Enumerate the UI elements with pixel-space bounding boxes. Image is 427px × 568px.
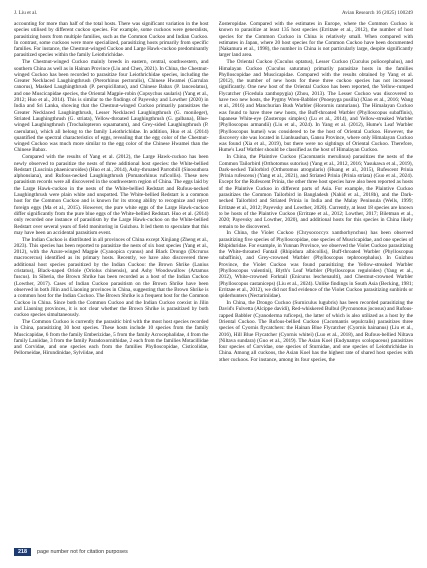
page-number: 218 <box>14 548 31 556</box>
paragraph: The Chestnut-winged Cuckoo mainly breeds in eastern, central, southwestern, and southern China as well as in Hainan Province (Liu and Chen, 2021). In China, the Chestnut-winged Cuckoo has been recorded to parasitize four Leiothrichidae species, including the Greater Necklaced Laughingthrush (Pterorhinus pectoralis), Chinese Hwamei (Garrulax canorus), Masked Laughingthrush (P. perspicillatus), and Chinese Babax (P. lanceolatus), and one Muscicapidae species, the Oriental Magpie-robin (Copsychus saularis) (Yang et al., 2012; Huo et al., 2014). This is similar to the findings of Payevsky and Lowther (2020) in India and Sri Lanka, showing that the Chestnut-winged Cuckoo primarily parasitizes the Greater Necklaced Laughingthrush, Lesser Necklaced Laughingthrush (G. monileger), Striated Laughingthrush (G. striata), Yellow-throated Laughingthrush (G. galbana), Blue-winged Laughingthrush (Trochalopteron squamatum), and Grey-sided Laughingthrush (P. caerulatus), which all belong to the family Leiothrichidae. In addition, Huo et al. (2014) quantified the spectral characteristics of eggs, revealing that the egg color of the Chestnut-winged Cuckoo was much more similar to the egg color of the Chinese Hwamei than the Chinese Babax. <box>14 59 209 154</box>
journal-citation: Avian Research 16 (2025) 100249 <box>341 10 413 16</box>
paragraph: Compared with the results of Yang et al. (2012), the Large Hawk-cuckoo has been newly observed to parasitize the nests of three additional host species: the White-bellied Redstart (Luscinia phaenicuroides) (Huo et al., 2014), Ashy-throated Parrotbill (Sinosuthora alphonsiana), and Rufous-necked Laughingthrush (Pomatorhinus ruficollis). These new parasitism records were all discovered in the southwestern region of China. The eggs laid by the Large Hawk-cuckoo in the nests of the White-bellied Redstart and Rufous-necked Laughingthrush were plain white and unspotted. The White-bellied Redstart is a common host for the Common Cuckoo and is known for its strong ability to recognize and reject foreign eggs (Ma et al., 2015). However, the pure white eggs of the Large Hawk-cuckoo differ significantly from the pure blue eggs of the White-bellied Redstart. Huo et al. (2014) only recorded one instance of parasitism by the Large Hawk-cuckoo on the White-bellied Redstart over several years of field monitoring in Guizhou. It led them to speculate that this may have been an accidental parasitism event. <box>14 154 209 236</box>
paragraph: The Common Cuckoo is currently the parasitic bird with the most host species recorded in China, parasitizing 30 host species. These hosts include 10 species from the family Muscicapidae, 6 from the family Emberizidae, 5 from the family Acrocephalidae, 4 from the family Laniidae, 3 from the family Paradoxornithidae, 2 each from the families Motacillidae and Corvidae, and one species each from the families Phylloscopidae, Cisticolidae, Pellorneidae, Hirundinidae, Sylviidae, and <box>14 318 209 357</box>
paragraph: The Oriental Cuckoo (Cuculus optatus), Lesser Cuckoo (Cuculus poliocephalus), and Himalayan Cuckoo (Cuculus saturatus) primarily parasitize hosts in the families Phylloscopidae and Muscicapidae. Compared with the results obtained by Yang et al. (2012), the number of new hosts for these three cuckoo species has not increased significantly. One new host of the Oriental Cuckoo has been reported, the Yellow-rumped Flycatcher (Ficedula zanthopygia) (Zhou, 2013). The Lesser Cuckoo was discovered to have two new hosts, the Pygmy Wren-Babbler (Pnoepyga pusilla) (Xiao et al., 2016; Wang et al., 2016) and Manchurian Bush Warbler (Horornis canturians). The Himalayan Cuckoo was found to have three new hosts, the Buff-throated Warbler (Phylloscopus subaffinis), Japanese White-eye (Zosterops simplex) (Lu et al., 2014), and Yellow-streaked Warbler (Phylloscopus armandii) (Liu et al., 2024). In Yang et al. (2012), Hume's Leaf Warbler (Phylloscopus humei) was considered to be the host of Oriental Cuckoo. However, the discovery site was located in Lianhuashan, Gansu Province, where only Himalayan Cuckoo was found (Xia et al., 2019), but there were no sightings of Oriental Cuckoo. Therefore, Hume's Leaf Warbler should be classified as the host of Himalayan Cuckoo. <box>218 59 413 154</box>
footer-note: page number not for citation purposes <box>37 549 128 555</box>
paragraph: The Indian Cuckoo is distributed in all provinces of China except Xinjiang (Zheng et al., 2023). This species has been reported to parasitize the nests of six host species (Yang et al., 2012), with the Azure-winged Magpie (Cyanopica cyanus) and Black Drongo (Dicrurus macrocercus) identified as its primary hosts. Recently, we have also discovered three additional host species parasitized by the Indian Cuckoo: the Brown Shrike (Lanius cristatus), Black-naped Oriole (Oriolus chinensis), and Ashy Woodswallow (Artamus fuscus). In Siberia, the Brown Shrike has been recorded as a host of the Indian Cuckoo (Lowther, 2017). Cases of Indian Cuckoo parasitism on the Brown Shrike have been observed in both Jilin and Liaoning provinces in China, suggesting that the Brown Shrike is a common host for the Indian Cuckoo. The Brown Shrike is a frequent host for the Common Cuckoo in China. Since both the Common Cuckoo and the Indian Cuckoo coexist in Jilin and Liaoning provinces, it is not clear whether the Brown Shrike is parasitized by both cuckoo species simultaneously. <box>14 236 209 319</box>
page-header <box>14 8 413 18</box>
author-running-head: J. Liu et al. <box>14 10 38 16</box>
paragraph: In China, the Violet Cuckoo (Chrysococcyx xanthorhynchus) has been observed parasitizing five species of Phylloscopidae, one species of Muscicapidae, and one species of Rhipiduridae. For example, in Yunnan Province, we observed the Violet Cuckoo parasitizing the White-throated Fantail (Rhipidura albicollis), Buff-throated Warbler (Phylloscopus subaffinis), and Grey-crowned Warbler (Phylloscopus tephrocephalus). In Guizhou Province, the Violet Cuckoo was found parasitizing the Yellow-streaked Warbler (Phylloscopus valentini), Blyth's Leaf Warbler (Phylloscopus reguloides) (Yang et al., 2012), White-crowned Forktail (Enicurus leschenaulti), and Chestnut-crowned Warbler (Phylloscopus castaniceps) (Liu et al., 2024). Unlike findings in South Asia (Becking, 1981; Erritzøe et al., 2012), we did not find evidence of the Violet Cuckoo parasitizing sunbirds or spiderhunters (Nectariniidae). <box>218 230 413 300</box>
paragraph: In China, the Drongo Cuckoo (Surniculus lugubris) has been recorded parasitizing the David's Fulvetta (Alcippe davidi), Red-whiskered Bulbul (Pycnonotus jocosus) and Rufous-capped Babbler (Cyanoderma ruficeps), the latter of which is also utilized as a host by the Oriental Cuckoo. The Rufous-bellied Cuckoo (Cacomantis sepulcralis) parasitizes three species of Cyornis flycatchers: the Hainan Blue Flycatcher (Cyornis hainanus) (Liu et al., 2016), Hill Blue Flycatcher (Cyornis whitei) (Luo et al., 2018), and Rufous-bellied Niltava (Niltava sundara) (Guo et al., 2019). The Asian Koel (Eudynamys scolopaceus) parasitizes four species of Corvidae, one species of Sturnidae, and one species of Leiothrichidae in China. Among all cuckoos, the Asian Koel has the highest rate of shared host species with other cuckoos. For instance, among its four species, the <box>218 300 413 363</box>
paragraph: In China, the Plaintive Cuckoo (Cacomantis merulinus) parasitizes the nests of the Common Tailorbird (Orthotomus sutorius) (Yang et al., 2012, 2016; Yasukawa et al., 2019), Dark-necked Tailorbird (Orthotomus atrogularis) (Huang et al., 2015), Rufescent Prinia (Prinia rufescens) (Yang et al., 2021), and Striated Prinia (Prinia striata) (Guo et al., 2024). Except for the Rufescent Prinia, the other three host species have also been reported as hosts of the Plaintive Cuckoo in different parts of Asia. For example, the Plaintive Cuckoo parasitizes the Common Tailorbird in Bangladesh (Nahid et al., 2018b), and the Dark-necked Tailorbird and Striated Prinia in India and the Malay Peninsula (Wells, 1999; Erritzøe et al., 2012; Payevsky and Lowther, 2020). Currently, at least 18 species are known to be hosts of the Plaintive Cuckoo (Erritzøe et al., 2012; Lowther, 2017; Biletman et al., 2020; Payevsky and Lowther, 2020), and additional hosts for this species in China likely remain to be discovered. <box>218 154 413 230</box>
page-footer <box>14 546 413 558</box>
paragraph: Zosteropidae. Compared with the estimates in Europe, where the Common Cuckoo is known to parasitize at least 135 host species (Erritzøe et al., 2012), the number of host species for the Common Cuckoo in China is relatively small. When compared with estimates in Japan, where 20 host species for the Common Cuckoo have been documented (Nakamura et al., 1998), the number in China is not particularly large, despite significantly larger land area. <box>218 21 413 59</box>
right-column <box>219 21 414 547</box>
left-column <box>14 21 209 547</box>
article-body <box>14 21 413 547</box>
paragraph: accounting for more than half of the total hosts. There was significant variation in the host species utilised by different cuckoo species. For example, some cuckoos were generalists, parasitizing hosts from multiple families, such as the Common Cuckoo and Indian Cuckoo. In contrast, some cuckoos were more specialized, parasitizing hosts primarily from specific families. For instance, the Chestnut-winged Cuckoo and Large Hawk-cuckoo predominantly parasitized species within the family Leiothrichidae. <box>14 21 209 59</box>
